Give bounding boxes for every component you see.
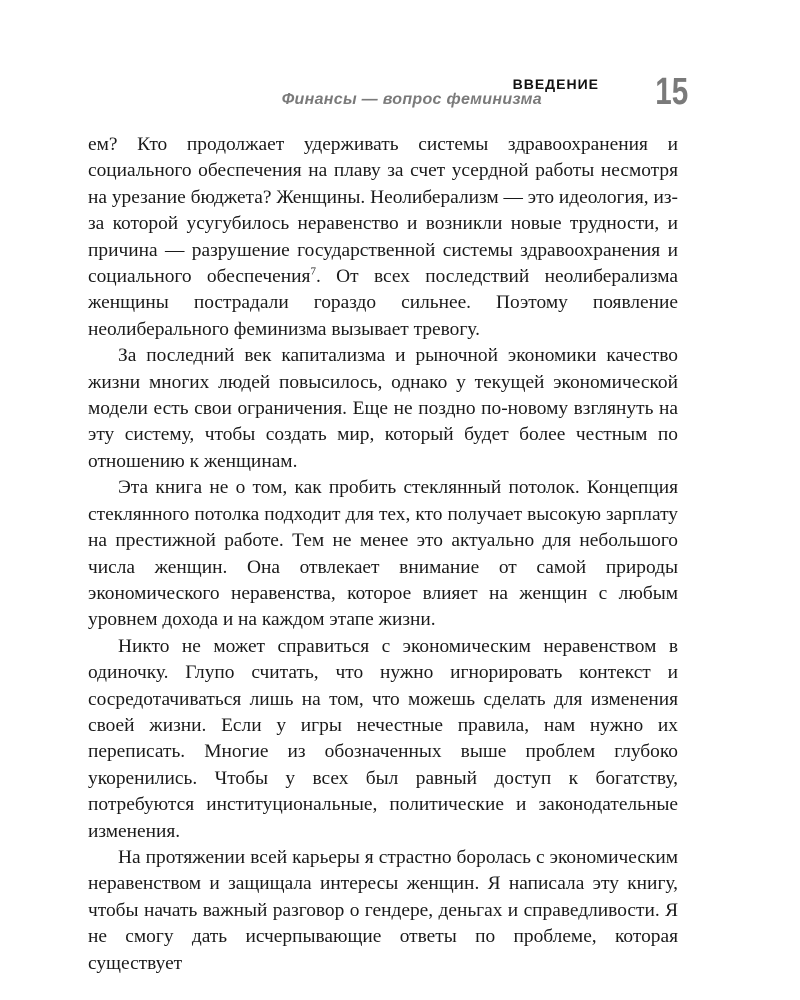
chapter-title: Финансы — вопрос феминизма bbox=[281, 91, 542, 108]
page-number: 15 bbox=[655, 71, 688, 113]
paragraph-1 bbox=[88, 132, 678, 343]
paragraph-3: Эта книга не о том, как пробить стеклянный потолок. Концепция стеклянного потолка подходит для тех, кто получает высокую зарплату на престижной работе. Тем не менее это актуально для небольшого числа женщин. Она отвлекает внимание от самой природы экономического неравенства, которое влияет на женщин с любым уровнем дохода и на каждом этапе жизни. bbox=[88, 477, 678, 631]
section-label: ВВЕДЕНИЕ bbox=[512, 76, 599, 92]
paragraph-2: За последний век капитализма и рыночной экономики качество жизни многих людей повысилось, однако у текущей экономической модели есть свои ограничения. Еще не поздно по-новому взглянуть на эту систему, чтобы создать мир, который будет более честным по отношению к женщинам. bbox=[88, 345, 678, 472]
paragraph-4: Никто не может справиться с экономическим неравенством в одиночку. Глупо считать, что нужно игнорировать контекст и сосредотачиваться лишь на том, что можешь сделать для изменения своей жизни. Если у игры нечестные правила, нам нужно их переписать. Многие из обозначенных выше проблем глубоко укоренились. Чтобы у всех был равный доступ к богатству, потребуются институциональные, политические и законодательные изменения. bbox=[88, 635, 678, 842]
paragraph-5: На протяжении всей карьеры я страстно боролась с экономическим неравенством и защищала интересы женщин. Я написала эту книгу, чтобы начать важный разговор о гендере, деньгах и справедливости. Я не смогу дать исчерпывающие ответы по проблеме, которая существует bbox=[88, 846, 678, 974]
paragraph-1-text: ем? Кто продолжает удерживать системы здравоохранения и социального обеспечения на плаву за счет усердной работы несмотря на урезание бюджета? Женщины. Неолиберализм — это идеология, из-за которой усугубилось неравенство и возникли новые трудности, и причина — разрушение государственной системы здравоохранения и социального обеспечения bbox=[88, 134, 678, 288]
paragraph-1-text-after: . От всех последствий неолиберализма женщины пострадали гораздо сильнее. Поэтому появление неолиберального феминизма вызывает тревогу. bbox=[88, 266, 678, 340]
running-header bbox=[88, 70, 688, 118]
body-text bbox=[88, 132, 678, 977]
footnote-marker[interactable]: 7 bbox=[310, 265, 316, 278]
